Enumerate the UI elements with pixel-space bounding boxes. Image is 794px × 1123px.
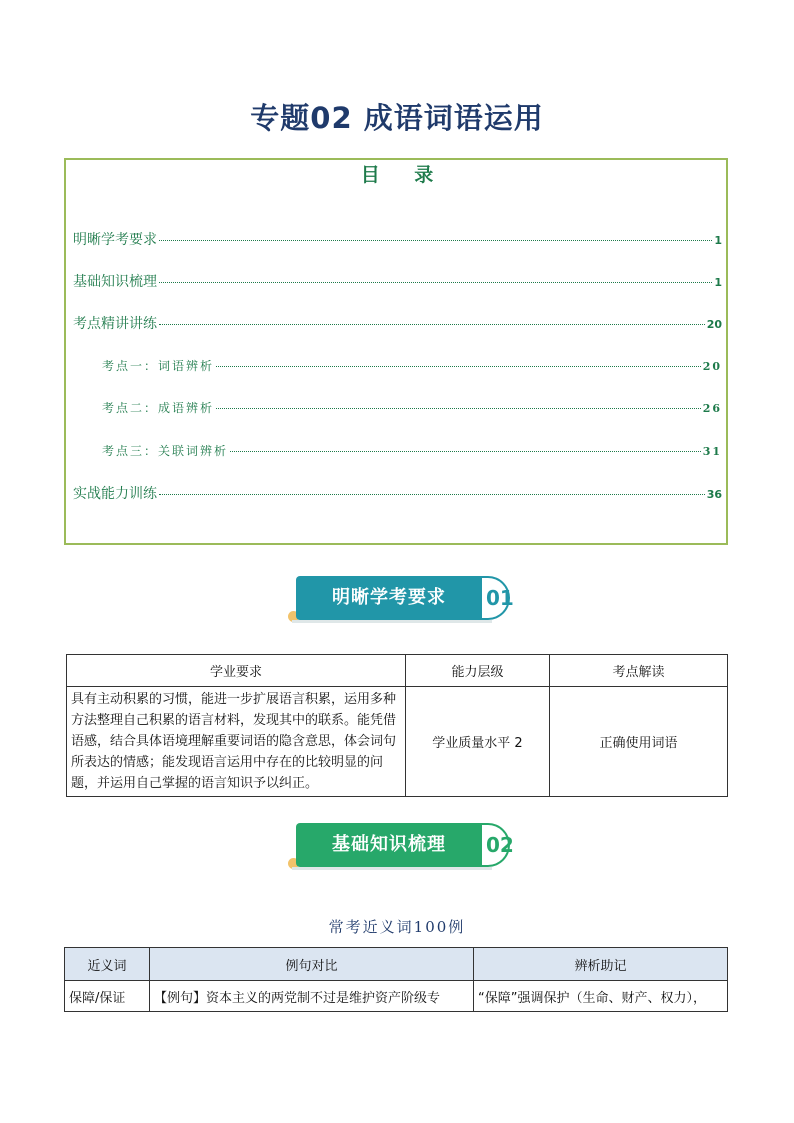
toc-entry-label: 考点一：词语辨析 [102,359,215,373]
table-cell: 保障/保证 [65,981,150,1012]
table-header-cell: 学业要求 [67,655,406,687]
toc-entry[interactable] [102,399,722,416]
toc-entry-page: 20 [702,360,722,373]
table-header-cell: 例句对比 [150,948,474,981]
section-label: 明晰学考要求 [332,587,446,608]
toc-entry-label: 明晰学考要求 [73,232,157,248]
table-cell: 学业质量水平 2 [406,687,550,797]
toc-entry-page: 20 [706,318,722,331]
toc-leader-dots [216,408,701,409]
table-header-row [67,655,728,687]
section-banner-01 [296,576,526,622]
table-cell: 具有主动积累的习惯，能进一步扩展语言积累，运用多种方法整理自己积累的语言材料，发现其中的联系。能凭借语感，结合具体语境理解重要词语的隐含意思，体会词句所表达的情感；能发现语言运用中存在的比较明显的问题，并运用自己掌握的语言知识予以纠正。 [67,687,406,797]
toc-entry[interactable] [73,271,722,291]
section-banner-02 [296,823,526,869]
toc-entry[interactable] [102,442,722,459]
toc-entry-label: 基础知识梳理 [73,274,157,290]
toc-entry-page: 1 [714,276,722,289]
table-row [67,687,728,797]
table-header-cell: 辨析助记 [474,948,728,981]
section-number: 01 [486,586,514,610]
toc-entry[interactable] [73,483,722,503]
table-cell: 正确使用词语 [550,687,728,797]
toc-entry-page: 26 [702,402,722,415]
toc-entry-label: 考点三：关联词辨析 [102,444,229,458]
toc-leader-dots [230,451,701,452]
table-cell: “保障”强调保护（生命、财产、权力）， [474,981,728,1012]
table-header-row [65,948,728,981]
table-header-cell: 近义词 [65,948,150,981]
toc-entry[interactable] [102,357,722,374]
toc-entry-label: 考点精讲讲练 [73,316,157,332]
toc-entry[interactable] [73,313,722,333]
toc-leader-dots [216,366,701,367]
section-number: 02 [486,833,514,857]
table-header-cell: 能力层级 [406,655,550,687]
requirements-table [66,654,728,797]
page-title: 专题02 成语词语运用 [250,101,544,135]
synonyms-subtitle: 常考近义词100例 [328,918,466,936]
toc-entry-page: 36 [706,488,722,501]
toc-leader-dots [159,240,712,241]
toc-entry-label: 实战能力训练 [73,486,157,502]
table-header-cell: 考点解读 [550,655,728,687]
toc-entry-page: 31 [702,445,722,458]
toc-leader-dots [159,494,705,495]
toc-leader-dots [159,282,712,283]
synonyms-table [64,947,728,1012]
toc-heading: 目 录 [360,164,448,186]
toc-entry[interactable] [73,229,722,249]
toc-entry-page: 1 [714,234,722,247]
toc-entry-label: 考点二：成语辨析 [102,401,215,415]
table-cell: 【例句】资本主义的两党制不过是维护资产阶级专 [150,981,474,1012]
table-row [65,981,728,1012]
section-label: 基础知识梳理 [332,834,446,855]
toc-leader-dots [159,324,705,325]
